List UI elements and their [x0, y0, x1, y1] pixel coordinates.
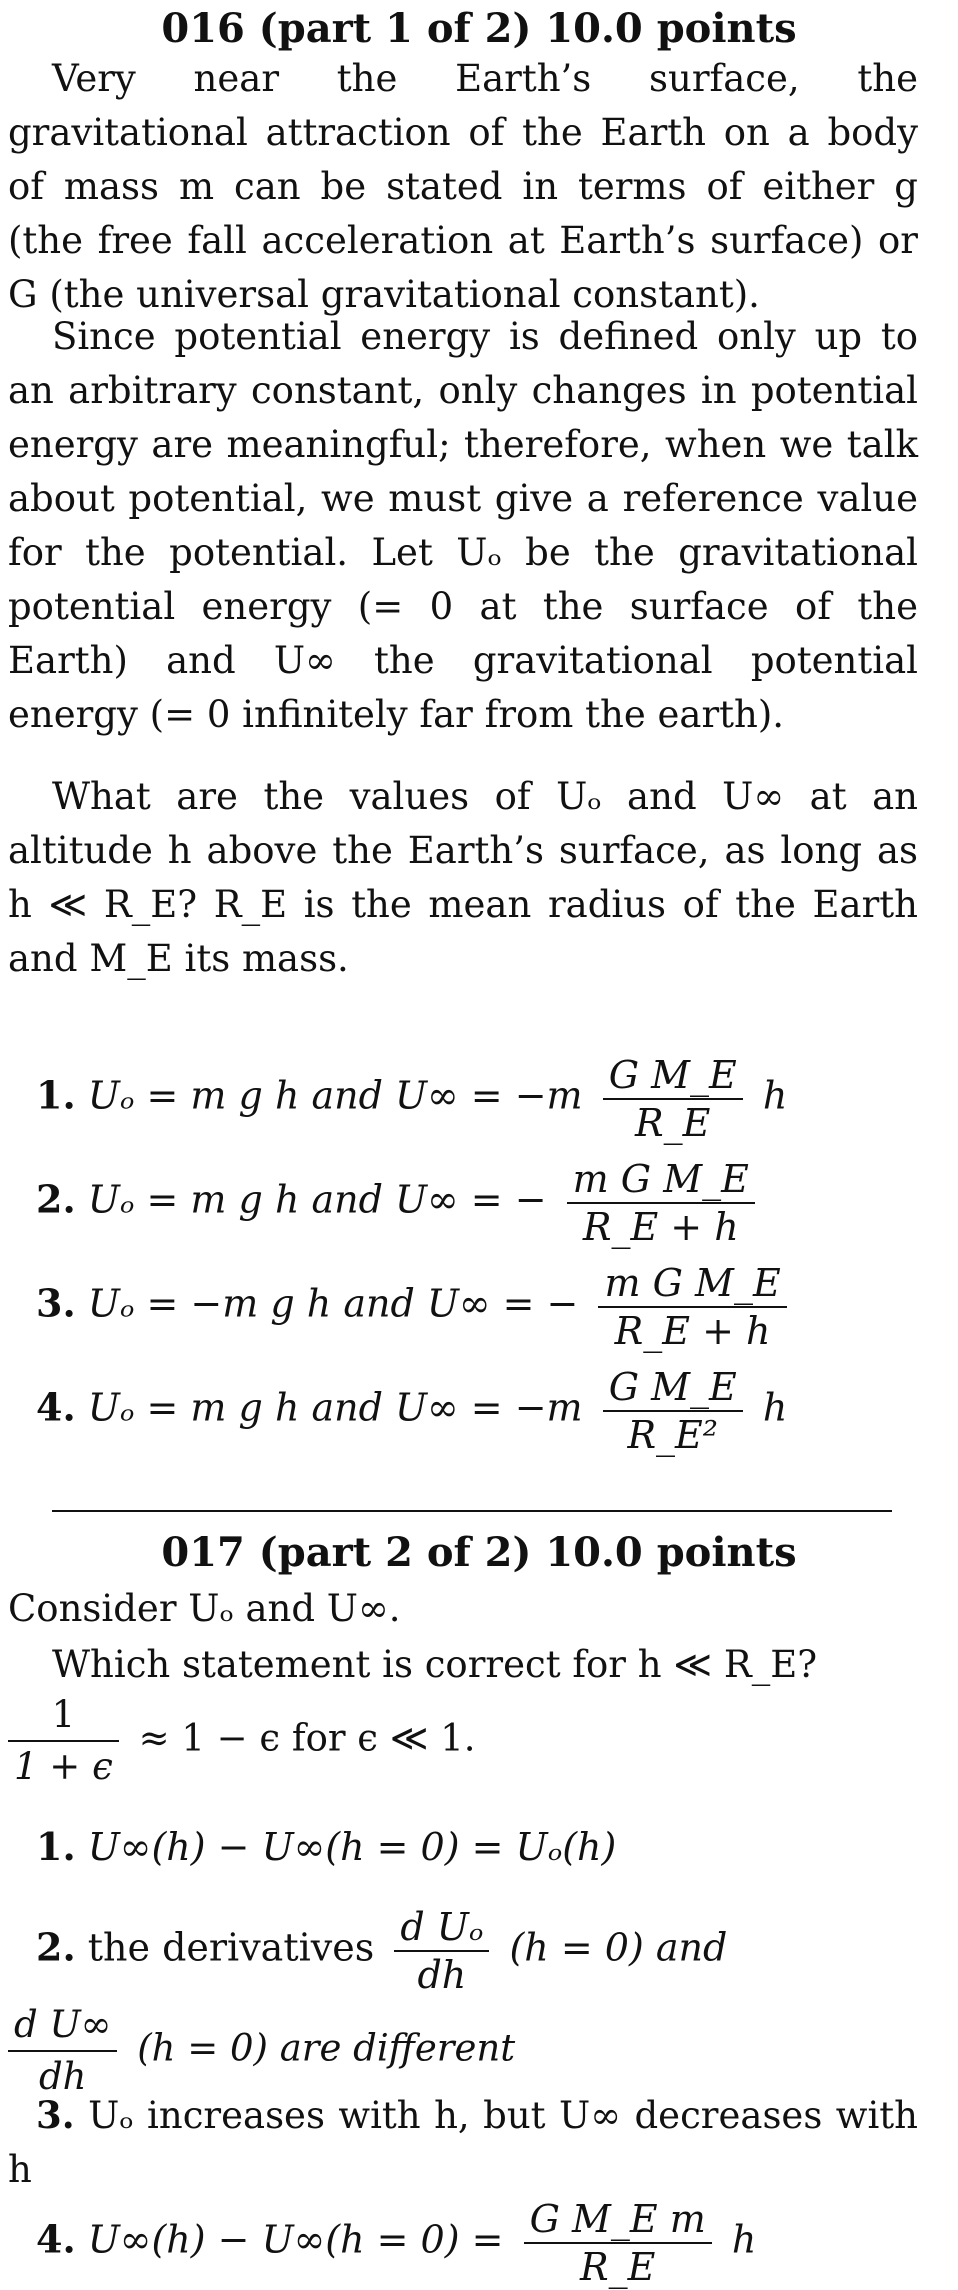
choice-tail: h	[762, 1073, 788, 1118]
choice-number: 2.	[36, 1924, 76, 1970]
fraction-denominator: R_E + h	[598, 1306, 786, 1354]
fraction-denominator: R_E	[603, 1098, 743, 1146]
fraction	[394, 1904, 489, 1998]
q17-consider-line: Consider Uₒ and U∞.	[8, 1587, 401, 1630]
q16-choice-3[interactable]	[36, 1260, 795, 1354]
fraction-numerator: 1	[51, 1693, 76, 1736]
q16-choice-4[interactable]	[36, 1364, 787, 1458]
q17-header: 017 (part 2 of 2) 10.0 points	[161, 1529, 797, 1576]
q17-choice-1[interactable]	[36, 1824, 616, 1870]
fraction	[8, 2000, 117, 2102]
choice-text: Uₒ increases with h, but U∞ decreases with h	[8, 2094, 918, 2191]
q16-choice-2[interactable]	[36, 1156, 763, 1250]
choice-text: (h = 0) are different	[137, 2026, 516, 2070]
choice-tail: h	[762, 1385, 788, 1430]
q16-choice-1[interactable]	[36, 1052, 787, 1146]
q17-question-line: Which statement is correct for h ≪ R_E?	[52, 1643, 818, 1686]
choice-text: (h = 0) and	[509, 1925, 728, 1970]
fraction-denominator: R_E	[524, 2242, 712, 2290]
fraction-numerator: m G M_E	[604, 1261, 781, 1305]
choice-expression: Uₒ = m g h and U∞ = −m	[87, 1073, 583, 1118]
choice-number: 4.	[36, 2216, 76, 2262]
q17-hint	[8, 1690, 476, 1792]
fraction-denominator: dh	[394, 1950, 489, 1998]
choice-number: 2.	[36, 1176, 76, 1222]
fraction	[598, 1260, 786, 1354]
choice-expression: U∞(h) − U∞(h = 0) =	[87, 2217, 504, 2262]
fraction-denominator: dh	[8, 2050, 117, 2102]
fraction-numerator: G M_E	[608, 1365, 737, 1409]
choice-number: 1.	[36, 1072, 76, 1118]
q17-choice-4[interactable]	[36, 2196, 756, 2290]
fraction	[603, 1364, 743, 1458]
fraction	[524, 2196, 712, 2290]
q17-choice-3[interactable]	[8, 2088, 918, 2198]
q16-paragraph-1: Very near the Earth’s surface, the gravitational attraction of the Earth on a body of mass m can be stated in terms of either g (the free fall acceleration at Earth’s surface) or G (the universal gravitational constant).	[8, 57, 918, 316]
choice-expression: U∞(h) − U∞(h = 0) = Uₒ(h)	[87, 1825, 617, 1869]
hint-tail: ≈ 1 − ϵ for ϵ ≪ 1.	[138, 1716, 476, 1760]
q16-paragraph-2: Since potential energy is defined only up to an arbitrary constant, only changes in potential energy are meaningful; therefore, when we talk about potential, we must give a reference value for the potential. Let Uₒ be the gravitational potential energy (= 0 at the surface of the Earth) and U∞ the gravitational potential energy (= 0 infinitely far from the earth).	[8, 315, 918, 736]
fraction	[8, 1690, 119, 1792]
choice-number: 1.	[36, 1824, 76, 1869]
q17-choice-2[interactable]	[36, 1904, 727, 1998]
fraction	[603, 1052, 743, 1146]
choice-tail: h	[731, 2217, 757, 2262]
fraction	[567, 1156, 755, 1250]
choice-number: 3.	[36, 1280, 76, 1326]
choice-number: 3.	[36, 2093, 75, 2137]
fraction-numerator: d Uₒ	[400, 1905, 484, 1949]
fraction-numerator: G M_E	[608, 1053, 737, 1097]
choice-expression: Uₒ = m g h and U∞ = −m	[87, 1385, 583, 1430]
section-divider	[52, 1510, 892, 1512]
fraction-denominator: R_E²	[603, 1410, 743, 1458]
fraction-numerator: G M_E m	[529, 2197, 706, 2241]
fraction-denominator: 1 + ϵ	[8, 1740, 119, 1792]
q16-header: 016 (part 1 of 2) 10.0 points	[161, 5, 797, 52]
choice-expression: Uₒ = −m g h and U∞ = −	[87, 1281, 579, 1326]
fraction-numerator: m G M_E	[572, 1157, 749, 1201]
q16-paragraph-3: What are the values of Uₒ and U∞ at an altitude h above the Earth’s surface, as long as h ≪ R_E? R_E is the mean radius of the Earth and M_E its mass.	[8, 775, 918, 980]
choice-number: 4.	[36, 1384, 76, 1430]
fraction-numerator: d U∞	[14, 2003, 112, 2046]
q17-choice-2-continued	[8, 2000, 515, 2102]
fraction-denominator: R_E + h	[567, 1202, 755, 1250]
choice-text: the derivatives	[87, 1925, 375, 1970]
choice-expression: Uₒ = m g h and U∞ = −	[87, 1177, 547, 1222]
